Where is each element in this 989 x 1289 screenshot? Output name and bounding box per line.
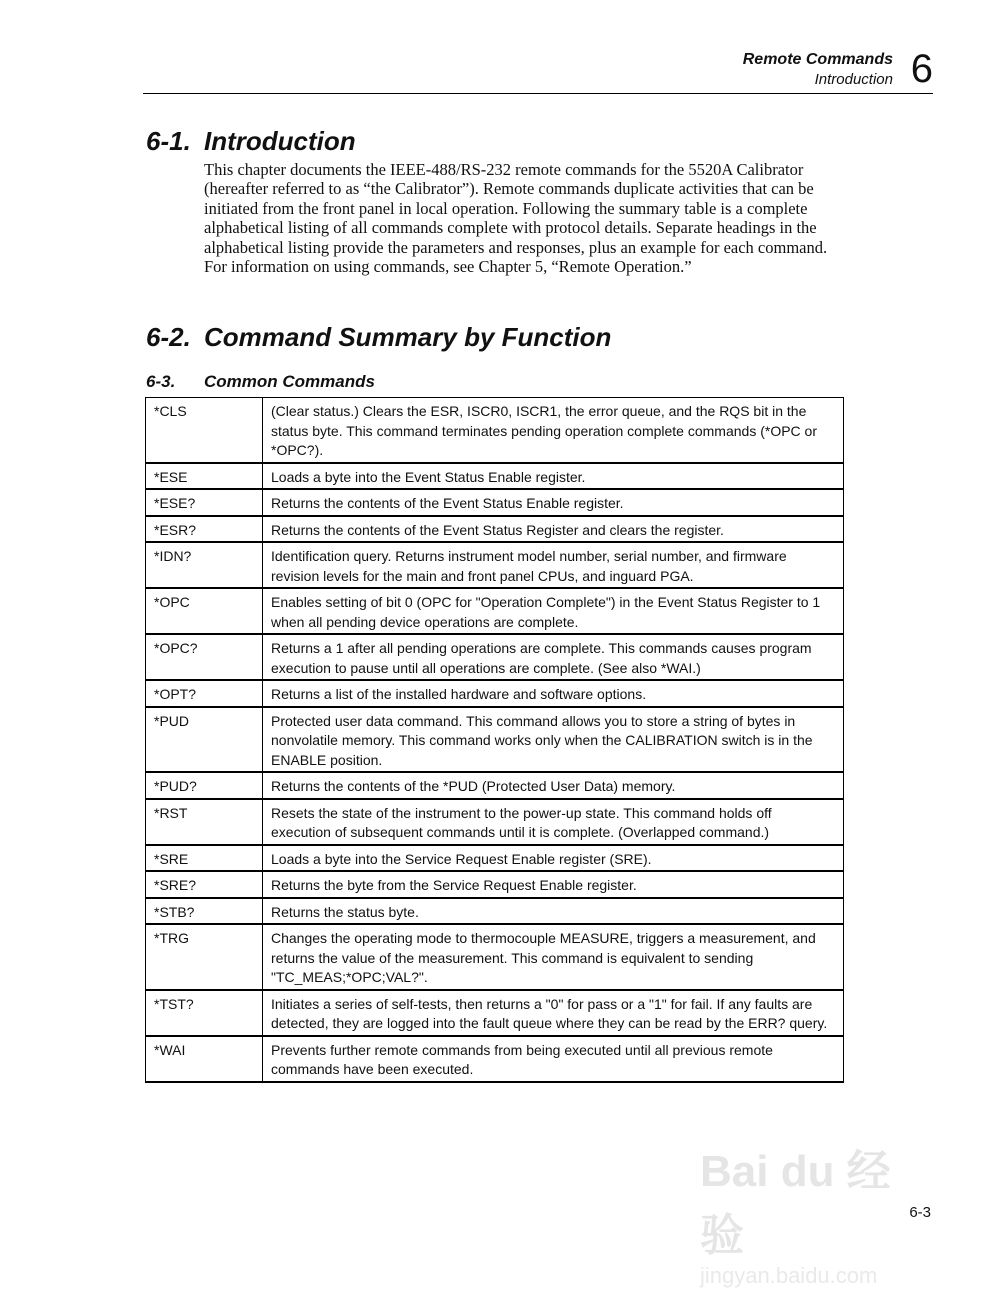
watermark-url: jingyan.baidu.com (700, 1263, 878, 1288)
command-cell: *ESE (146, 463, 263, 490)
section-number: 6-1. (146, 126, 191, 156)
command-cell: *OPC? (146, 634, 263, 680)
introduction-paragraph: This chapter documents the IEEE-488/RS-232 remote commands for the 5520A Calibrator (hereafter referred to as “the Calibrator”). Remote commands duplicate activities that can be initiated from the front panel in local operation. Following the summary table is a complete alphabetical listing of all commands complete with protocol details. Separate headings in the alphabetical listing provide the parameters and responses, plus an example for each command. For information on using commands, see Chapter 5, “Remote Operation.” (204, 160, 828, 277)
page-number: 6-3 (909, 1204, 931, 1221)
description-cell: Resets the state of the instrument to the power-up state. This command holds off execution of subsequent commands until it is complete. (Overlapped command.) (263, 799, 844, 845)
table-row (146, 489, 844, 516)
command-cell: *TST? (146, 990, 263, 1036)
description-cell: Returns the contents of the *PUD (Protected User Data) memory. (263, 772, 844, 799)
table-row (146, 542, 844, 588)
running-header-subtitle: Introduction (814, 71, 893, 88)
command-cell: *ESE? (146, 489, 263, 516)
description-cell: Initiates a series of self-tests, then returns a "0" for pass or a "1" for fail. If any faults are detected, they are logged into the fault queue where they can be read by the ERR? query. (263, 990, 844, 1036)
command-cell: *PUD? (146, 772, 263, 799)
command-cell: *RST (146, 799, 263, 845)
command-cell: *OPC (146, 588, 263, 634)
header-divider (143, 93, 933, 94)
table-row (146, 871, 844, 898)
description-cell: Changes the operating mode to thermocouple MEASURE, triggers a measurement, and returns the value of the measurement. This command is equivalent to sending "TC_MEAS;*OPC;VAL?". (263, 924, 844, 990)
table-row (146, 772, 844, 799)
description-cell: Returns the byte from the Service Request Enable register. (263, 871, 844, 898)
command-cell: *SRE (146, 845, 263, 872)
table-row (146, 680, 844, 707)
description-cell: (Clear status.) Clears the ESR, ISCR0, ISCR1, the error queue, and the RQS bit in the status byte. This command terminates pending operation complete commands (*OPC or *OPC?). (263, 398, 844, 463)
table-row (146, 588, 844, 634)
description-cell: Returns the contents of the Event Status Register and clears the register. (263, 516, 844, 543)
section-title: Introduction (204, 126, 356, 156)
description-cell: Loads a byte into the Event Status Enable register. (263, 463, 844, 490)
description-cell: Returns the contents of the Event Status Enable register. (263, 489, 844, 516)
watermark-logo-text: Bai du 经验 (700, 1147, 891, 1260)
command-cell: *STB? (146, 898, 263, 925)
table-row (146, 898, 844, 925)
command-cell: *OPT? (146, 680, 263, 707)
section-heading-introduction (146, 126, 356, 157)
description-cell: Returns a list of the installed hardware and software options. (263, 680, 844, 707)
command-cell: *IDN? (146, 542, 263, 588)
command-cell: *SRE? (146, 871, 263, 898)
description-cell: Enables setting of bit 0 (OPC for "Operation Complete") in the Event Status Register to 1 when all pending device operations are complete. (263, 588, 844, 634)
description-cell: Returns a 1 after all pending operations are complete. This commands causes program execution to pause until all operations are complete. (See also *WAI.) (263, 634, 844, 680)
command-cell: *CLS (146, 398, 263, 463)
table-row (146, 924, 844, 990)
description-cell: Returns the status byte. (263, 898, 844, 925)
common-commands-table (145, 397, 844, 1083)
table-row (146, 707, 844, 773)
running-header-title: Remote Commands (742, 51, 893, 68)
table-row (146, 634, 844, 680)
section-heading-command-summary (146, 322, 611, 353)
subsection-title: Common Commands (204, 372, 375, 391)
section-title: Command Summary by Function (204, 322, 612, 352)
table-row (146, 799, 844, 845)
subsection-number: 6-3. (146, 372, 176, 391)
command-cell: *TRG (146, 924, 263, 990)
description-cell: Protected user data command. This command allows you to store a string of bytes in nonvolatile memory. This command works only when the CALIBRATION switch is in the ENABLE position. (263, 707, 844, 773)
section-number: 6-2. (146, 322, 191, 352)
command-cell: *PUD (146, 707, 263, 773)
table-row (146, 398, 844, 463)
description-cell: Prevents further remote commands from being executed until all previous remote commands have been executed. (263, 1036, 844, 1082)
table-row (146, 845, 844, 872)
subsection-heading-common-commands (146, 372, 375, 392)
command-cell: *ESR? (146, 516, 263, 543)
table-row (146, 463, 844, 490)
description-cell: Identification query. Returns instrument model number, serial number, and firmware revision levels for the main and front panel CPUs, and inguard PGA. (263, 542, 844, 588)
table-row (146, 990, 844, 1036)
chapter-number: 6 (910, 47, 933, 91)
table-row (146, 1036, 844, 1082)
table-row (146, 516, 844, 543)
baidu-watermark (700, 1135, 930, 1288)
description-cell: Loads a byte into the Service Request Enable register (SRE). (263, 845, 844, 872)
command-cell: *WAI (146, 1036, 263, 1082)
running-header (743, 50, 893, 90)
